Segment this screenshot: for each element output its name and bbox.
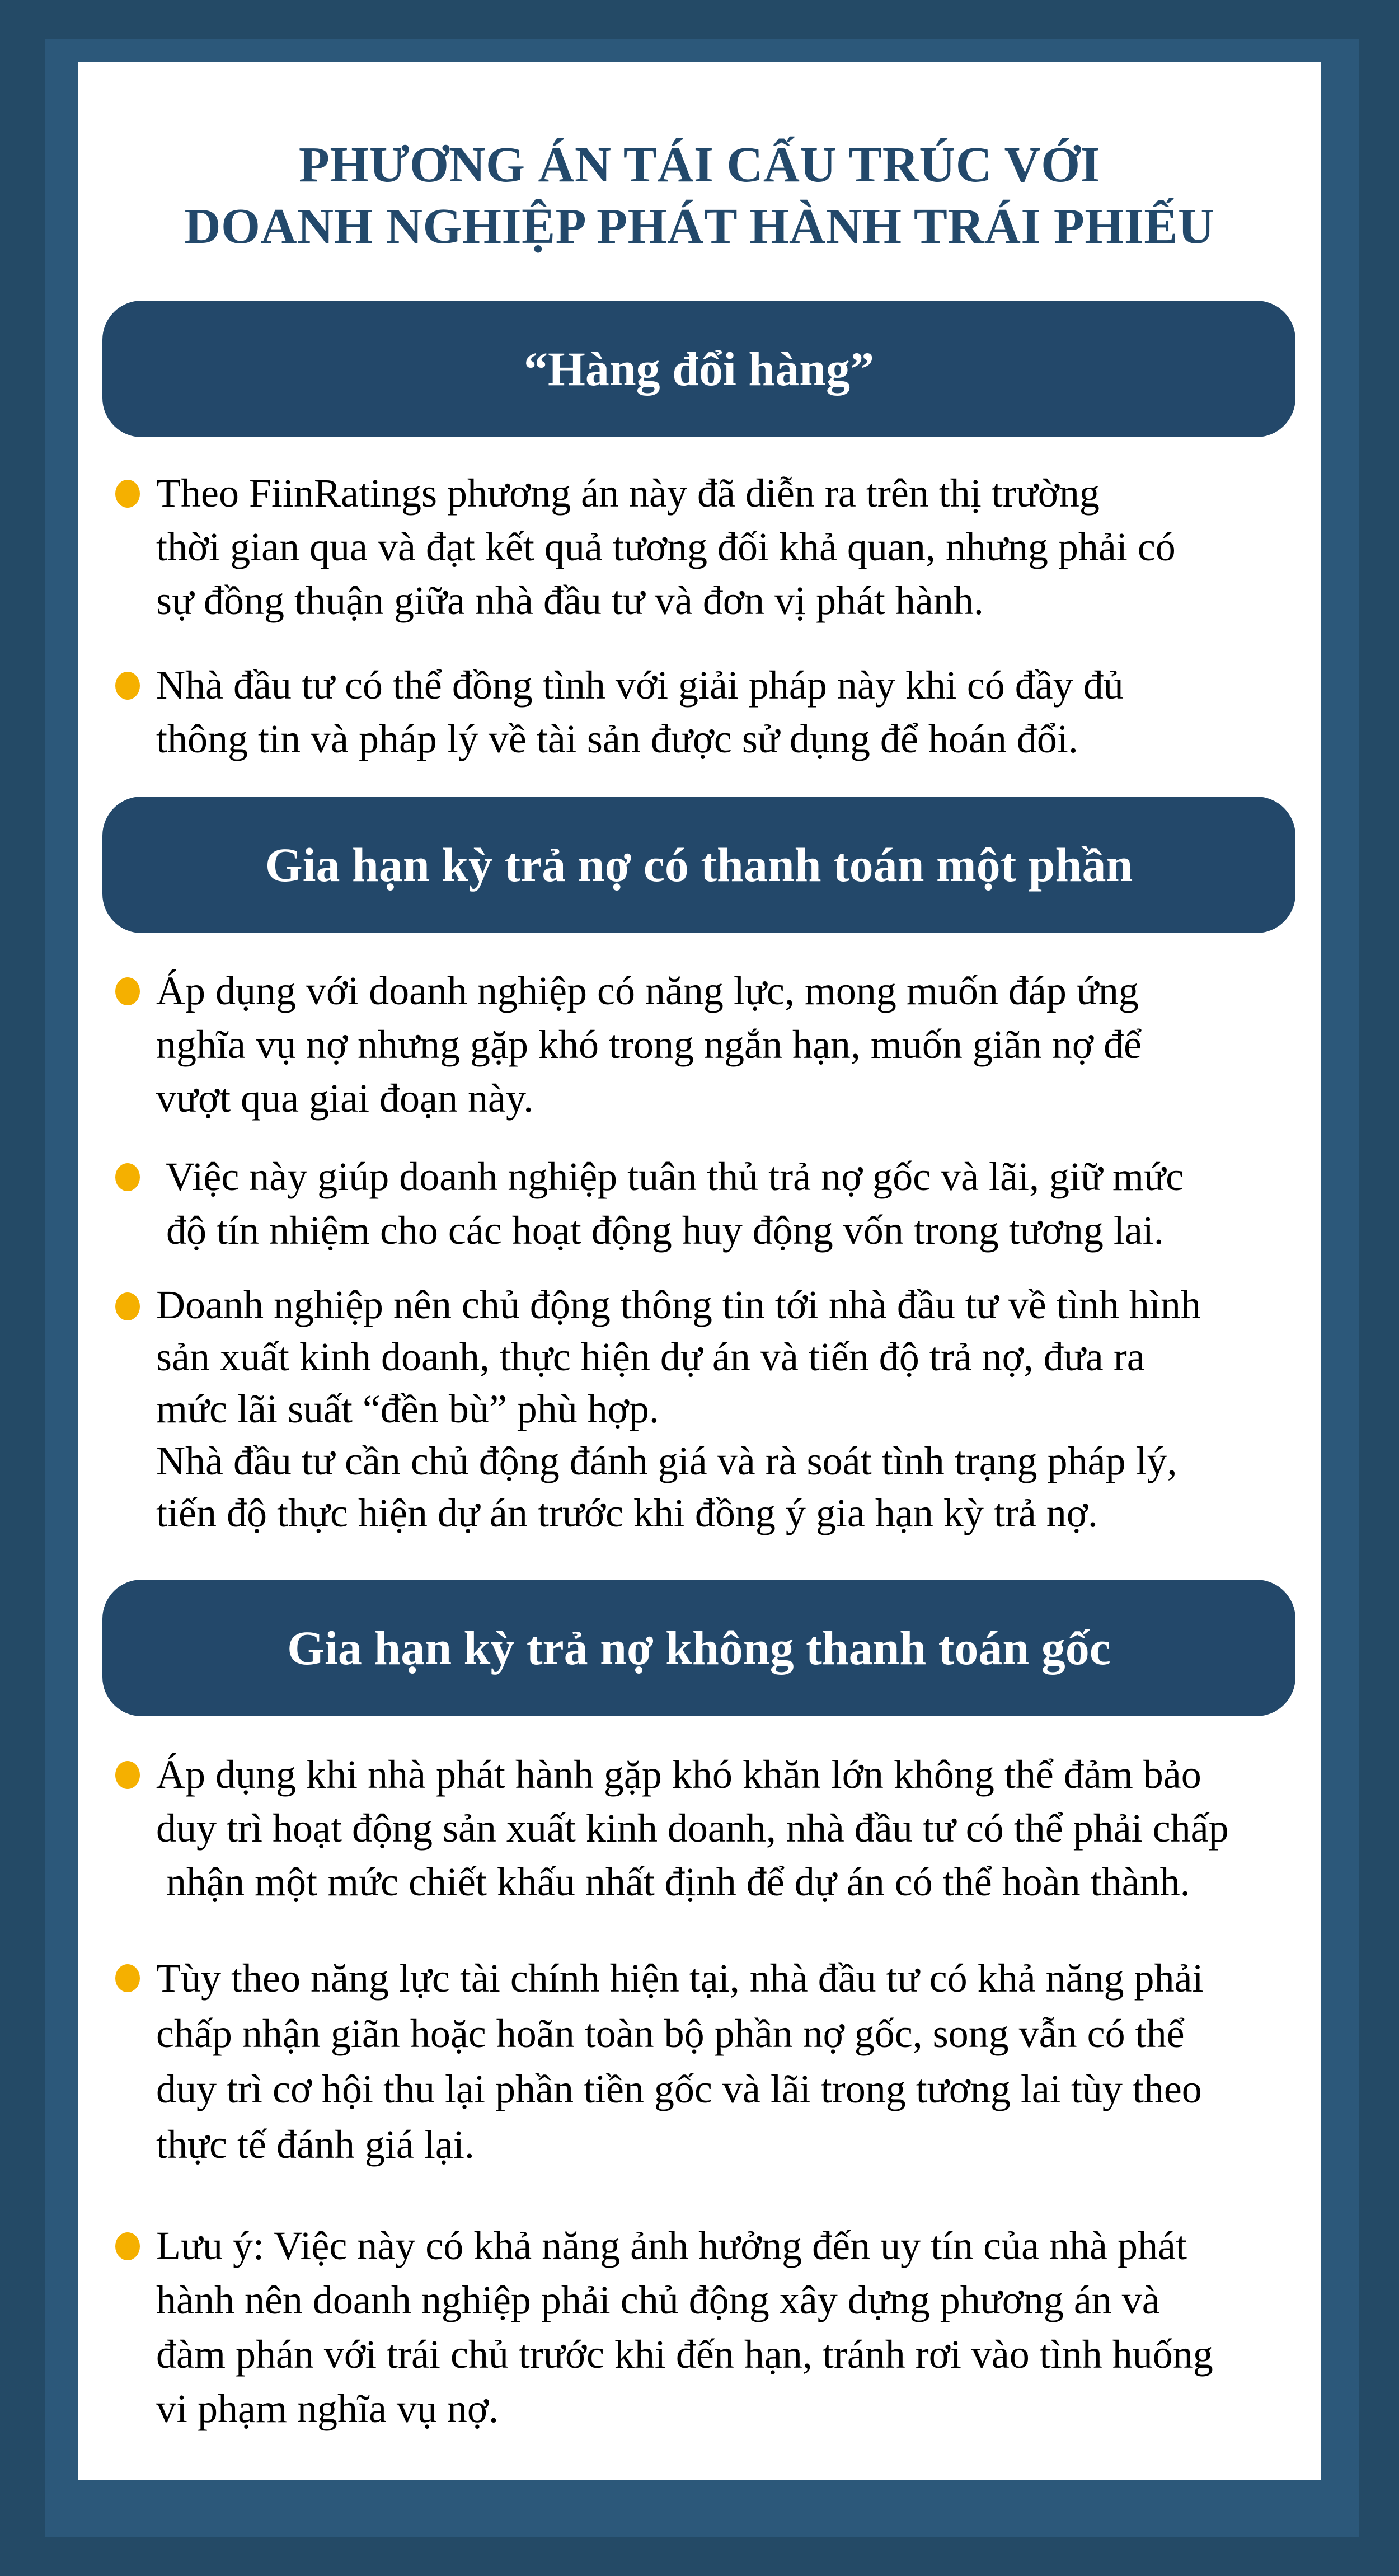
bullet-line: duy trì cơ hội thu lại phần tiền gốc và lãi trong tương lai tùy theo	[156, 2067, 1202, 2111]
bullet-line: sản xuất kinh doanh, thực hiện dự án và tiến độ trả nợ, đưa ra	[156, 1334, 1145, 1379]
bullet-item	[156, 964, 1320, 1125]
bullet-line: chấp nhận giãn hoặc hoãn toàn bộ phần nợ gốc, song vẫn có thể	[156, 2011, 1185, 2056]
bullet-item	[156, 1279, 1320, 1539]
bullet-line: Áp dụng khi nhà phát hành gặp khó khăn lớn không thể đảm bảo	[156, 1752, 1201, 1797]
bullet-item	[156, 466, 1320, 627]
bullet-line: Lưu ý: Việc này có khả năng ảnh hưởng đến uy tín của nhà phát	[156, 2223, 1187, 2268]
bullet-item	[156, 1150, 1320, 1257]
bullet-line: Nhà đầu tư có thể đồng tình với giải pháp này khi có đầy đủ	[156, 663, 1124, 708]
bullet-line: thời gian qua và đạt kết quả tương đối khả quan, nhưng phải có	[156, 524, 1176, 569]
bullet-item	[156, 1748, 1320, 1909]
bullet-line: độ tín nhiệm cho các hoạt động huy động vốn trong tương lai.	[156, 1208, 1164, 1253]
bullet-dot-icon	[115, 977, 140, 1005]
bullet-dot-icon	[115, 672, 140, 700]
title-line: DOANH NGHIỆP PHÁT HÀNH TRÁI PHIẾU	[184, 199, 1215, 254]
bullet-dot-icon	[115, 480, 140, 508]
bullet-item	[156, 2219, 1320, 2436]
bullet-line: tiến độ thực hiện dự án trước khi đồng ý gia hạn kỳ trả nợ.	[156, 1491, 1098, 1535]
bullet-line: hành nên doanh nghiệp phải chủ động xây dựng phương án và	[156, 2278, 1160, 2322]
bullet-line: nghĩa vụ nợ nhưng gặp khó trong ngắn hạn, muốn giãn nợ để	[156, 1022, 1142, 1067]
bullet-line: Áp dụng với doanh nghiệp có năng lực, mong muốn đáp ứng	[156, 968, 1139, 1013]
bullet-line: sự đồng thuận giữa nhà đầu tư và đơn vị phát hành.	[156, 578, 984, 623]
page-title	[78, 134, 1321, 257]
bullet-dot-icon	[115, 2232, 140, 2260]
bullet-line: Doanh nghiệp nên chủ động thông tin tới nhà đầu tư về tình hình	[156, 1282, 1201, 1327]
bullet-line: Nhà đầu tư cần chủ động đánh giá và rà soát tình trạng pháp lý,	[156, 1439, 1177, 1483]
bullet-dot-icon	[115, 1761, 140, 1789]
bullet-dot-icon	[115, 1292, 140, 1320]
bullet-line: Việc này giúp doanh nghiệp tuân thủ trả nợ gốc và lãi, giữ mức	[156, 1154, 1184, 1199]
bullet-item	[156, 1951, 1320, 2172]
bullet-line: vi phạm nghĩa vụ nợ.	[156, 2386, 499, 2431]
bullet-line: duy trì hoạt động sản xuất kinh doanh, nhà đầu tư có thể phải chấp	[156, 1806, 1229, 1851]
bullet-line: Tùy theo năng lực tài chính hiện tại, nhà đầu tư có khả năng phải	[156, 1956, 1204, 2001]
bullet-line: mức lãi suất “đền bù” phù hợp.	[156, 1387, 659, 1431]
section-heading: “Hàng đổi hàng”	[102, 301, 1295, 437]
section-heading: Gia hạn kỳ trả nợ không thanh toán gốc	[102, 1580, 1295, 1716]
bullet-line: thực tế đánh giá lại.	[156, 2122, 475, 2167]
bullet-line: Theo FiinRatings phương án này đã diễn ra trên thị trường	[156, 471, 1100, 516]
bullet-dot-icon	[115, 1964, 140, 1992]
title-line: PHƯƠNG ÁN TÁI CẤU TRÚC VỚI	[298, 137, 1101, 193]
section-heading: Gia hạn kỳ trả nợ có thanh toán một phần	[102, 797, 1295, 933]
bullet-line: vượt qua giai đoạn này.	[156, 1076, 534, 1121]
bullet-line: nhận một mức chiết khấu nhất định để dự án có thể hoàn thành.	[156, 1860, 1190, 1904]
bullet-line: đàm phán với trái chủ trước khi đến hạn, tránh rơi vào tình huống	[156, 2332, 1213, 2377]
bullet-dot-icon	[115, 1163, 140, 1191]
bullet-item	[156, 658, 1320, 766]
bullet-line: thông tin và pháp lý về tài sản được sử dụng để hoán đổi.	[156, 716, 1078, 761]
